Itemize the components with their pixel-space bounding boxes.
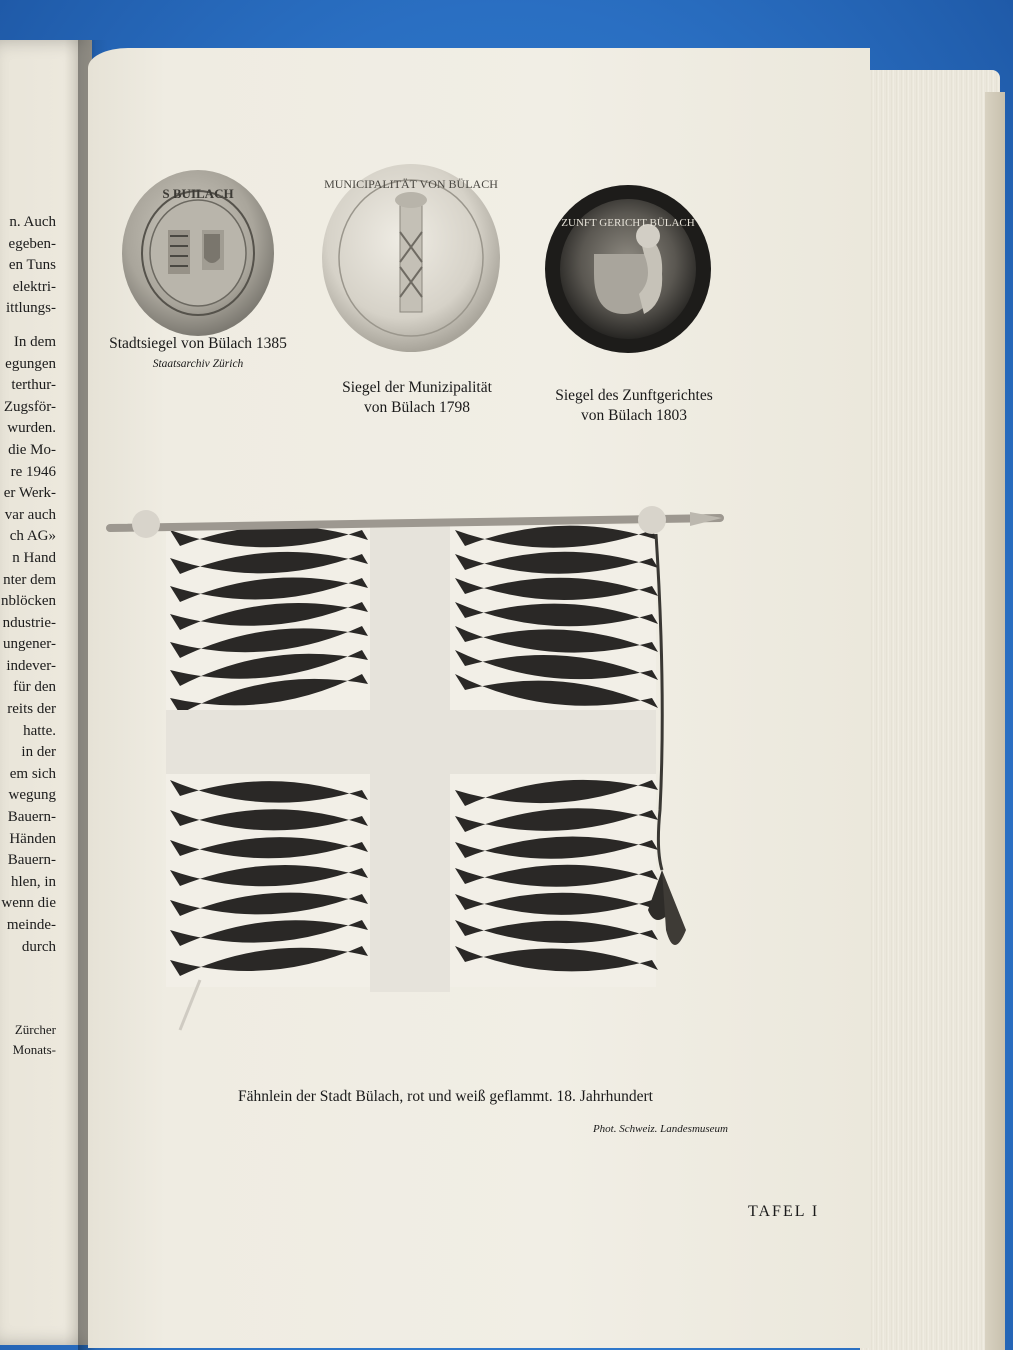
left-page-line: elektri- [12, 278, 56, 295]
left-page-footnote-line: Monats- [12, 1042, 56, 1057]
plate-page [88, 48, 870, 1348]
left-page-line: n Hand [12, 549, 56, 566]
left-page-line: nter dem [3, 571, 56, 588]
left-page-line: die Mo- [8, 441, 56, 458]
left-page-line: n. Auch [9, 214, 56, 230]
left-page-line: re 1946 [10, 463, 56, 480]
left-page-line: em sich [9, 765, 56, 782]
seal-zunftgericht-caption-line1: Siegel des Zunftgerichtes [555, 387, 713, 404]
seal-munizipalitaet-caption-line1: Siegel der Munizipalität [342, 379, 492, 396]
left-page-line: Bauern- [7, 809, 56, 826]
left-page-line [0, 320, 56, 332]
seal-zunftgericht-image [544, 184, 712, 354]
left-page-text [0, 212, 56, 958]
left-page-line: meinde- [6, 917, 56, 933]
flag-photo [100, 490, 740, 1040]
left-page-line: hlen, in [11, 873, 56, 890]
seal-stadtsiegel-caption-block [100, 334, 296, 374]
left-page-line: terthur- [11, 377, 56, 394]
flag-caption: Fähnlein der Stadt Bülach, rot und weiß geflammt. 18. Jahrhundert [238, 1088, 653, 1105]
left-page-footnote-line: Zürcher [14, 1022, 56, 1037]
left-page-line: hatte. [23, 722, 56, 739]
left-page-line: ch AG» [9, 528, 56, 545]
seal-munizipalitaet-caption-line2: von Bülach 1798 [364, 399, 470, 416]
left-page-line: en Tuns [8, 257, 56, 274]
seal-stadtsiegel-caption: Stadtsiegel von Bülach 1385 [109, 335, 287, 352]
book-page-stack [860, 70, 1000, 1350]
seal-munizipalitaet-legend: MUNICIPALITÄT VON BÜLACH [324, 177, 498, 191]
seal-zunftgericht-legend: ZUNFT GERICHT BÜLACH [561, 217, 695, 229]
left-page-line: Bauern- [7, 852, 56, 869]
left-page-line: var auch [4, 506, 56, 523]
left-page-line: ungener- [2, 636, 56, 653]
left-page-line: ittlungs- [5, 300, 56, 317]
seal-munizipalitaet-caption-block [312, 378, 522, 418]
seal-zunftgericht-caption-line2: von Bülach 1803 [581, 407, 687, 424]
left-page-line: indever- [6, 657, 56, 674]
left-page-line: In dem [13, 333, 56, 350]
left-page-footnote [0, 1020, 56, 1060]
left-page-line: wegung [8, 787, 56, 804]
left-page-line: egeben- [8, 235, 56, 252]
left-page-line: er Werk- [3, 485, 56, 502]
seal-stadtsiegel-legend: S BUILACH [162, 186, 234, 201]
seal-munizipalitaet-image [320, 162, 502, 354]
left-page-line: Zugsför- [3, 398, 56, 415]
left-page-line: wurden. [7, 420, 56, 437]
flag-photo-credit: Phot. Schweiz. Landesmuseum [592, 1123, 728, 1135]
left-page-line: reits der [7, 701, 56, 718]
left-page-line: für den [13, 679, 56, 696]
seal-stadtsiegel-source: Staatsarchiv Zürich [152, 358, 244, 370]
left-page-line: wenn die [1, 895, 56, 912]
left-page-line: Händen [9, 830, 56, 847]
left-page-line: in der [21, 744, 56, 761]
book-cover-edge [985, 92, 1005, 1350]
seal-stadtsiegel-image [120, 168, 276, 338]
left-page-line: egungen [5, 355, 56, 372]
plate-label: TAFEL I [748, 1203, 820, 1220]
left-page-line: ndustrie- [2, 614, 56, 631]
left-page-line: nblöcken [1, 593, 56, 610]
seal-zunftgericht-caption-block [536, 386, 732, 426]
left-page-line: durch [21, 938, 56, 955]
